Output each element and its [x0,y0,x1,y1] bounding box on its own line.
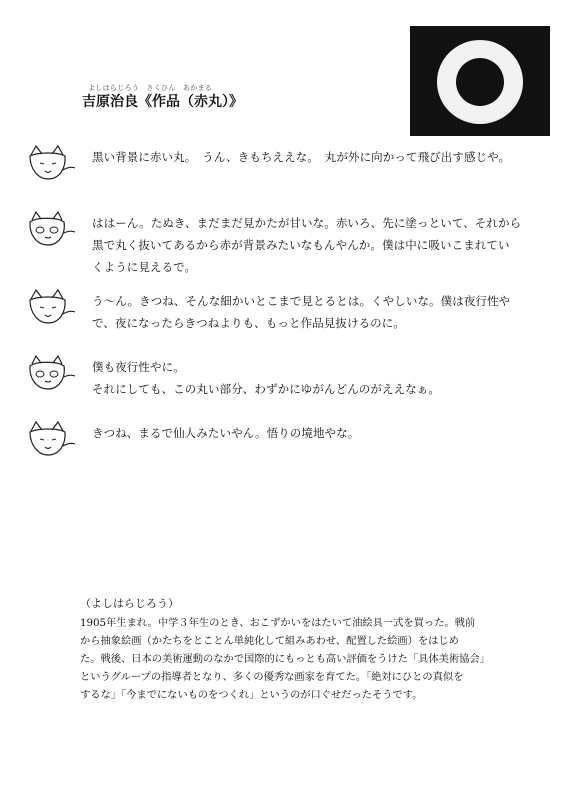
fox-face-icon [22,286,78,328]
page-title: 吉原治良《作品（赤丸）》 [82,94,243,110]
bio-heading: （よしはらじろう） [80,597,179,610]
fox-face-icon [22,418,78,460]
fox-face-icon [22,142,78,184]
red-circle-artwork-icon [411,27,549,135]
dialogue-message: ははーん。たぬき、まだまだ見かたが甘いな。赤いろ、先に塗っといて、それから 黒で丸く抜いてあるから赤が背景みたいなもんやんか。僕は中に吸いこまれてい くように見えるで。 [92,216,522,274]
dialogue-message: う〜ん。きつね、そんな細かいとこまで見とるとは。くやしいな。僕は夜行性や で、夜になったらきつねよりも、もっと作品見抜けるのに。 [92,294,511,330]
raccoon-dog-face-icon [22,208,78,250]
dialogue-message: 僕も夜行性やに。 それにしても、この丸い部分、わずかにゆがんどんのがええなぁ。 [92,360,440,396]
bio-text: 1905年生まれ。中学３年生のとき、おこずかいをはたいて油絵具一式を買った。戦前 から抽象絵画（かたちをとことん単純化して組みあわせ、配置した絵画）をはじめ た。戦後、日本の美術運動のなかで国際的にもっとも高い評価をうけた「具体美術協会」 というグループの指導者となり、多くの優秀な画家を育てた。「絶対にひとの真似を するな」「今までにないものをつくれ」というのが口ぐせだったそうです。 [80,617,490,701]
artist-bio [80,596,500,704]
title-block [82,84,322,111]
dialogue-message: 黒い背景に赤い丸。 うん、きもちええな。 丸が外に向かって飛び出す感じや。 [92,150,511,164]
artwork-thumbnail [410,26,550,136]
title-ruby: よしはらじろう さくひん あかまる [88,84,213,92]
raccoon-dog-face-icon [22,352,78,394]
dialogue-message: きつね、まるで仙人みたいやん。悟りの境地やな。 [92,426,360,440]
